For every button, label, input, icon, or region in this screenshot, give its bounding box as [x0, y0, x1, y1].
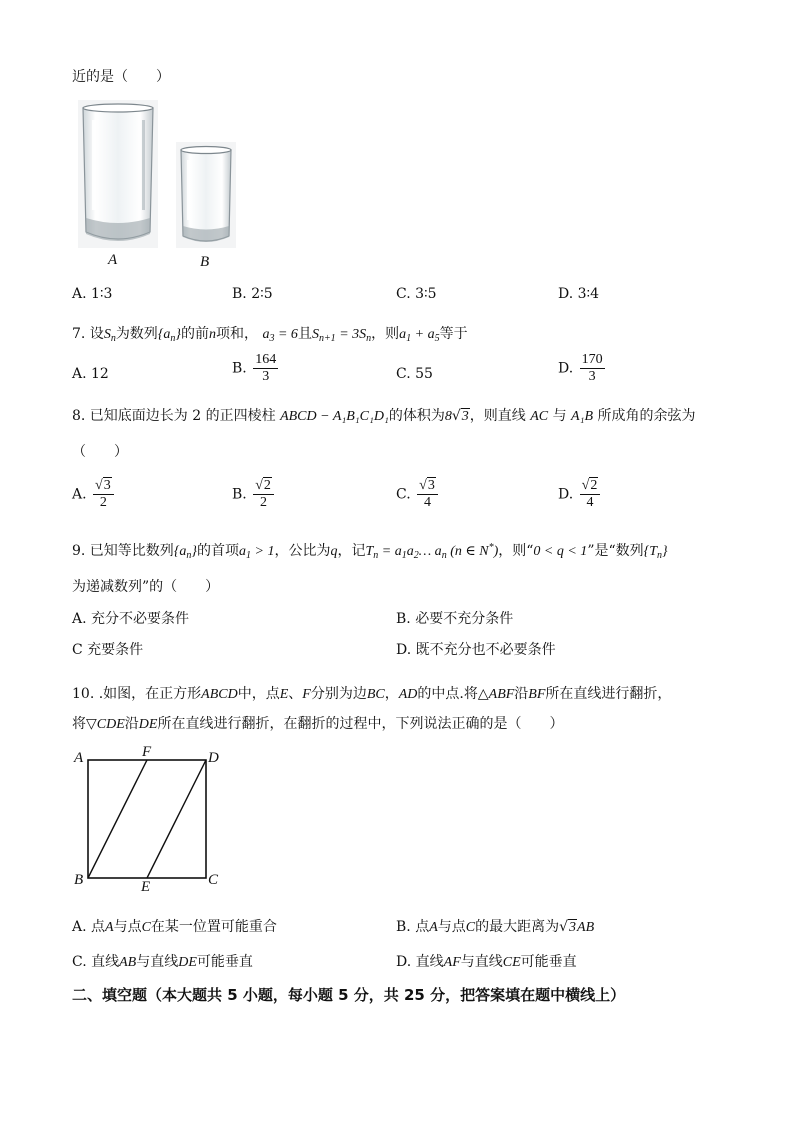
q10-stem-line2: 将▽CDE沿DE所在直线进行翻折，在翻折的过程中，下列说法正确的是（ ）: [72, 716, 564, 732]
segment-ed: [147, 760, 206, 878]
q10-option-a: A. 点A与点C在某一位置可能重合: [72, 919, 277, 935]
q10-option-d: D. 直线AF与直线CE可能垂直: [396, 954, 577, 970]
q8-option-b: B. $\frac{√2}{2}$: [232, 478, 276, 511]
q10-option-b: B. 点A与点C的最大距离为√3AB: [396, 919, 595, 935]
q9-option-b: B. 必要不充分条件: [396, 611, 514, 627]
q9-stem: 9. 已知等比数列$\{a_n\}$的首项$a_1 > 1$，公比为q，记$T_n$ = $a_1a_2\dots$ $a_n$ (n ∈ N*)，则“0 < q < 1”是“数列$\{T_n\}$: [72, 542, 668, 561]
section2-title: 二、填空题（本大题共 5 小题，每小题 5 分，共 25 分，把答案填在题中横线上）: [72, 986, 626, 1004]
q6-option-a: A. 1∶3: [72, 286, 113, 302]
segment-bf: [88, 760, 147, 878]
glasses-figure: [74, 100, 244, 272]
square-abcd: [88, 760, 206, 878]
glass-label-a: A: [108, 252, 118, 268]
q10-stem-line1: 10. .如图，在正方形ABCD中，点E、F分别为边BC，AD的中点.将△ABF沿BF所在直线进行翻折，: [72, 686, 672, 702]
tall-glass-icon: [78, 100, 158, 248]
q9-option-a: A. 充分不必要条件: [72, 611, 190, 627]
q9-option-c: C 充要条件: [72, 642, 144, 658]
q8-option-d: D. $\frac{√2}{4}$: [558, 478, 602, 511]
q8-blank: （ ）: [72, 444, 128, 460]
q8-stem: 8. 已知底面边长为 2 的正四棱柱 ABCD − A₁B₁C₁D₁的体积为8√3，则直线 AC 与 A₁B 所成角的余弦为: [72, 408, 696, 424]
q10-option-c: C. 直线AB与直线DE可能垂直: [72, 954, 253, 970]
square-figure: [70, 742, 230, 897]
fig-label-c: C: [208, 872, 219, 888]
q7-option-a: A. 12: [72, 366, 109, 382]
q6-option-c: C. 3∶5: [396, 286, 437, 302]
q6-tail: 近的是（ ）: [72, 69, 170, 85]
q9-stem-end: 为递减数列”的（ ）: [72, 579, 220, 595]
q8-option-c: C. $\frac{√3}{4}$: [396, 478, 440, 511]
fig-label-d: D: [208, 750, 219, 766]
q8-option-a: A. $\frac{√3}{2}$: [72, 478, 116, 511]
fig-label-f: F: [142, 744, 152, 760]
q7-stem: 7. 设$S_n$为数列$\{a_n\}$的前n项和， $a_3 = 6$且$S_{n+1} = 3S_n$，则$a_1 + a_5$等于: [72, 326, 468, 344]
short-glass-icon: [176, 142, 236, 248]
q7-option-c: C. 55: [396, 366, 433, 382]
fig-label-e: E: [141, 879, 151, 895]
q7-option-d: D. $\frac{170}{3}$: [558, 352, 603, 384]
fig-label-a: A: [74, 750, 84, 766]
q9-option-d: D. 既不充分也不必要条件: [396, 642, 556, 658]
fig-label-b: B: [74, 872, 84, 888]
q6-option-d: D. 3∶4: [558, 286, 600, 302]
q6-option-b: B. 2∶5: [232, 286, 273, 302]
q7-option-b: B. $\frac{164}{3}$: [232, 352, 277, 384]
glass-label-b: B: [200, 254, 210, 270]
